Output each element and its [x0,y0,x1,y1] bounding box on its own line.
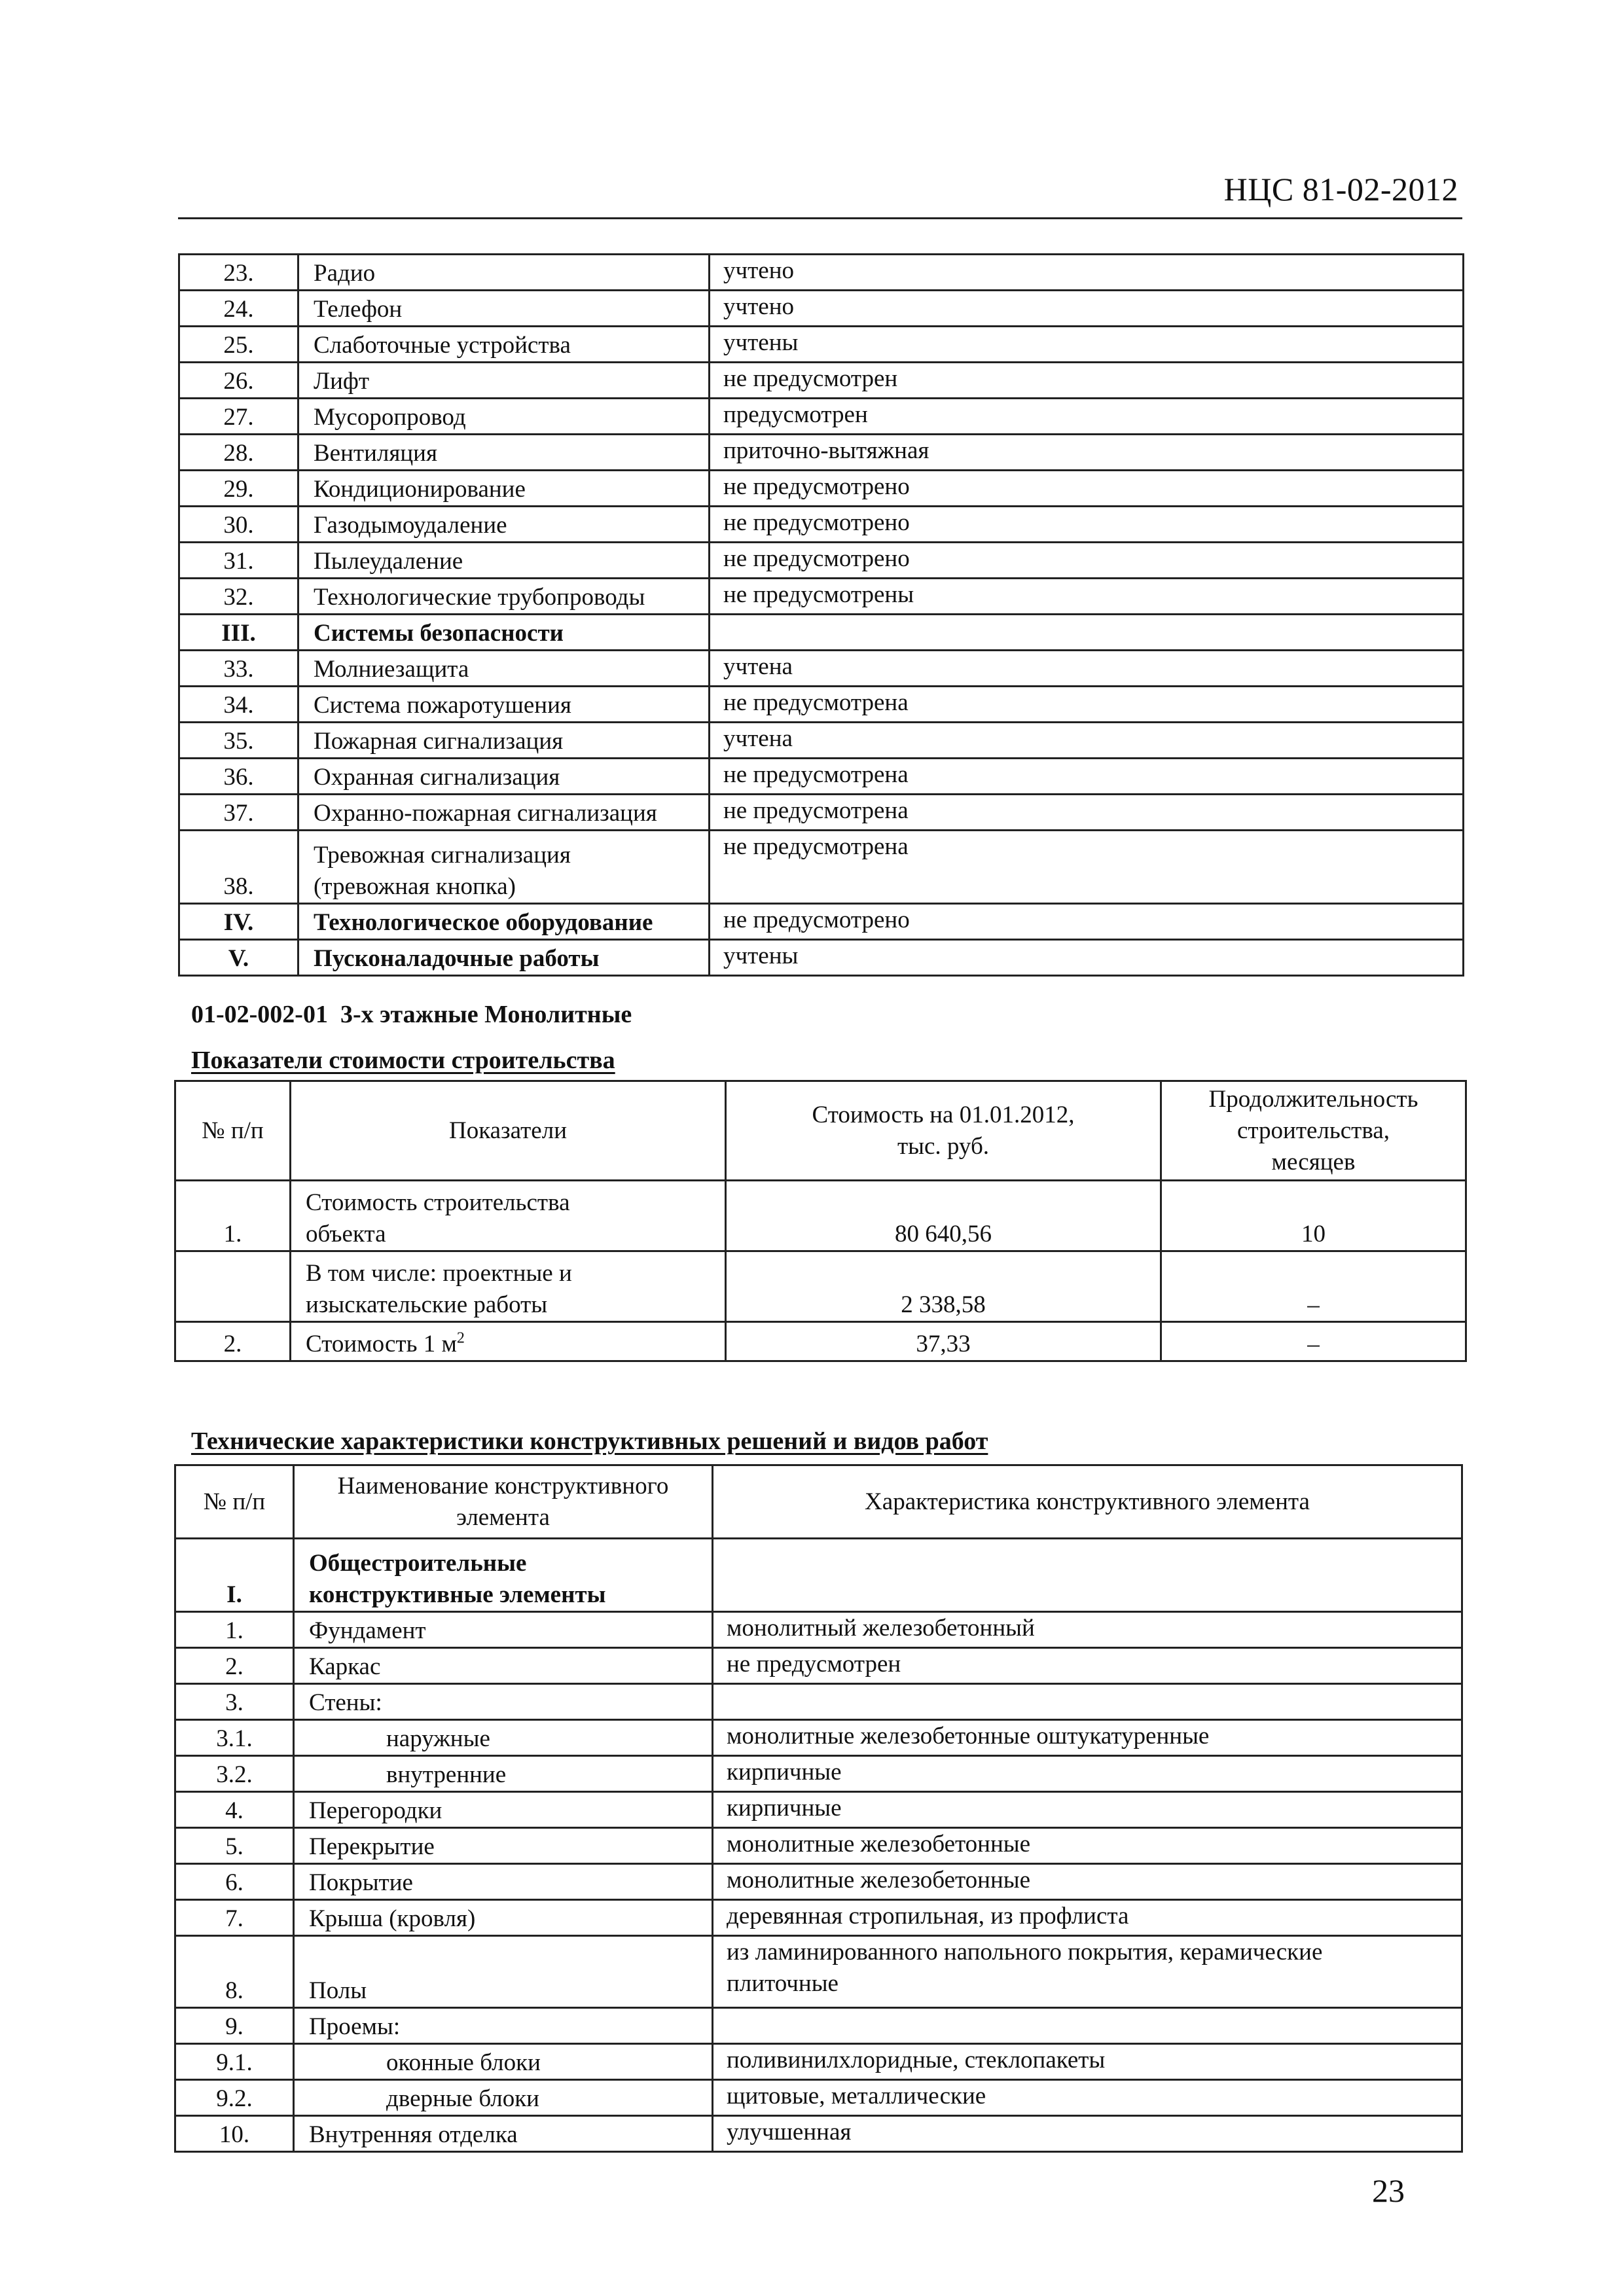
header-row: № п/п Наименование конструктивного элемента Характеристика конструктивного элемента [175,1465,1462,1539]
table-row: 23. Радио учтено [179,255,1464,291]
table-row: 36. Охранная сигнализация не предусмотрена [179,759,1464,795]
table-row: 25. Слаботочные устройства учтены [179,327,1464,363]
table-row: 6. Покрытие монолитные железобетонные [175,1864,1462,1900]
table-row: 9. Проемы: [175,2008,1462,2044]
table-row: 24. Телефон учтено [179,291,1464,327]
table-row: 3.2. внутренние кирпичные [175,1756,1462,1792]
table-row: 34. Система пожаротушения не предусмотрена [179,687,1464,723]
table-row: 4. Перегородки кирпичные [175,1792,1462,1828]
table-row: 9.2. дверные блоки щитовые, металлические [175,2080,1462,2116]
page-number: 23 [1372,2172,1405,2209]
header-row: № п/п Показатели Стоимость на 01.01.2012, тыс. руб. Продолжительность строительства, месяцев [175,1081,1466,1181]
table-row: 7. Крыша (кровля) деревянная стропильная, из профлиста [175,1900,1462,1936]
table-row: 38. Тревожная сигнализация (тревожная кнопка) не предусмотрена [179,831,1464,904]
table-row: 1. Фундамент монолитный железобетонный [175,1612,1462,1648]
section-row: III. Системы безопасности [179,615,1464,651]
table-row: 10. Внутренняя отделка улучшенная [175,2116,1462,2152]
table-row: 27. Мусоропровод предусмотрен [179,399,1464,435]
table-row: 2. Стоимость 1 $м^2$ 37,33 – [175,1322,1466,1361]
cost-table [174,1080,1467,1362]
systems-table [178,253,1464,977]
page-header [178,168,1462,219]
table-row: 1. Стоимость строительства объекта 80 640,56 10 [175,1181,1466,1251]
table-row: 37. Охранно-пожарная сигнализация не предусмотрена [179,795,1464,831]
tech-table [174,1464,1463,2153]
table-row: 33. Молниезащита учтена [179,651,1464,687]
table-row: 29. Кондиционирование не предусмотрено [179,471,1464,507]
table-row: 26. Лифт не предусмотрен [179,363,1464,399]
table-row: 31. Пылеудаление не предусмотрено [179,543,1464,579]
table-row: 3. Стены: [175,1684,1462,1720]
section-row: I. Общестроительные конструктивные элементы [175,1539,1462,1612]
table-row: 8. Полы из ламинированного напольного покрытия, керамические плиточные [175,1936,1462,2008]
table-row: 5. Перекрытие монолитные железобетонные [175,1828,1462,1864]
cost-heading: Показатели стоимости строительства [191,1047,615,1074]
section-heading: 01-02-002-01 3-х этажные Монолитные [191,1001,632,1028]
document-code: НЦС 81-02-2012 [1223,171,1458,207]
table-row: 35. Пожарная сигнализация учтена [179,723,1464,759]
table-row: 9.1. оконные блоки поливинилхлоридные, стеклопакеты [175,2044,1462,2080]
table-row: 30. Газодымоудаление не предусмотрено [179,507,1464,543]
section-row: IV. Технологическое оборудование не предусмотрено [179,904,1464,940]
tech-heading: Технические характеристики конструктивных решений и видов работ [191,1427,988,1455]
table-row: В том числе: проектные и изыскательские работы 2 338,58 – [175,1251,1466,1322]
table-row: 28. Вентиляция приточно-вытяжная [179,435,1464,471]
table-row: 2. Каркас не предусмотрен [175,1648,1462,1684]
section-row: V. Пусконаладочные работы учтены [179,940,1464,976]
table-row: 32. Технологические трубопроводы не предусмотрены [179,579,1464,615]
table-row: 3.1. наружные монолитные железобетонные оштукатуренные [175,1720,1462,1756]
